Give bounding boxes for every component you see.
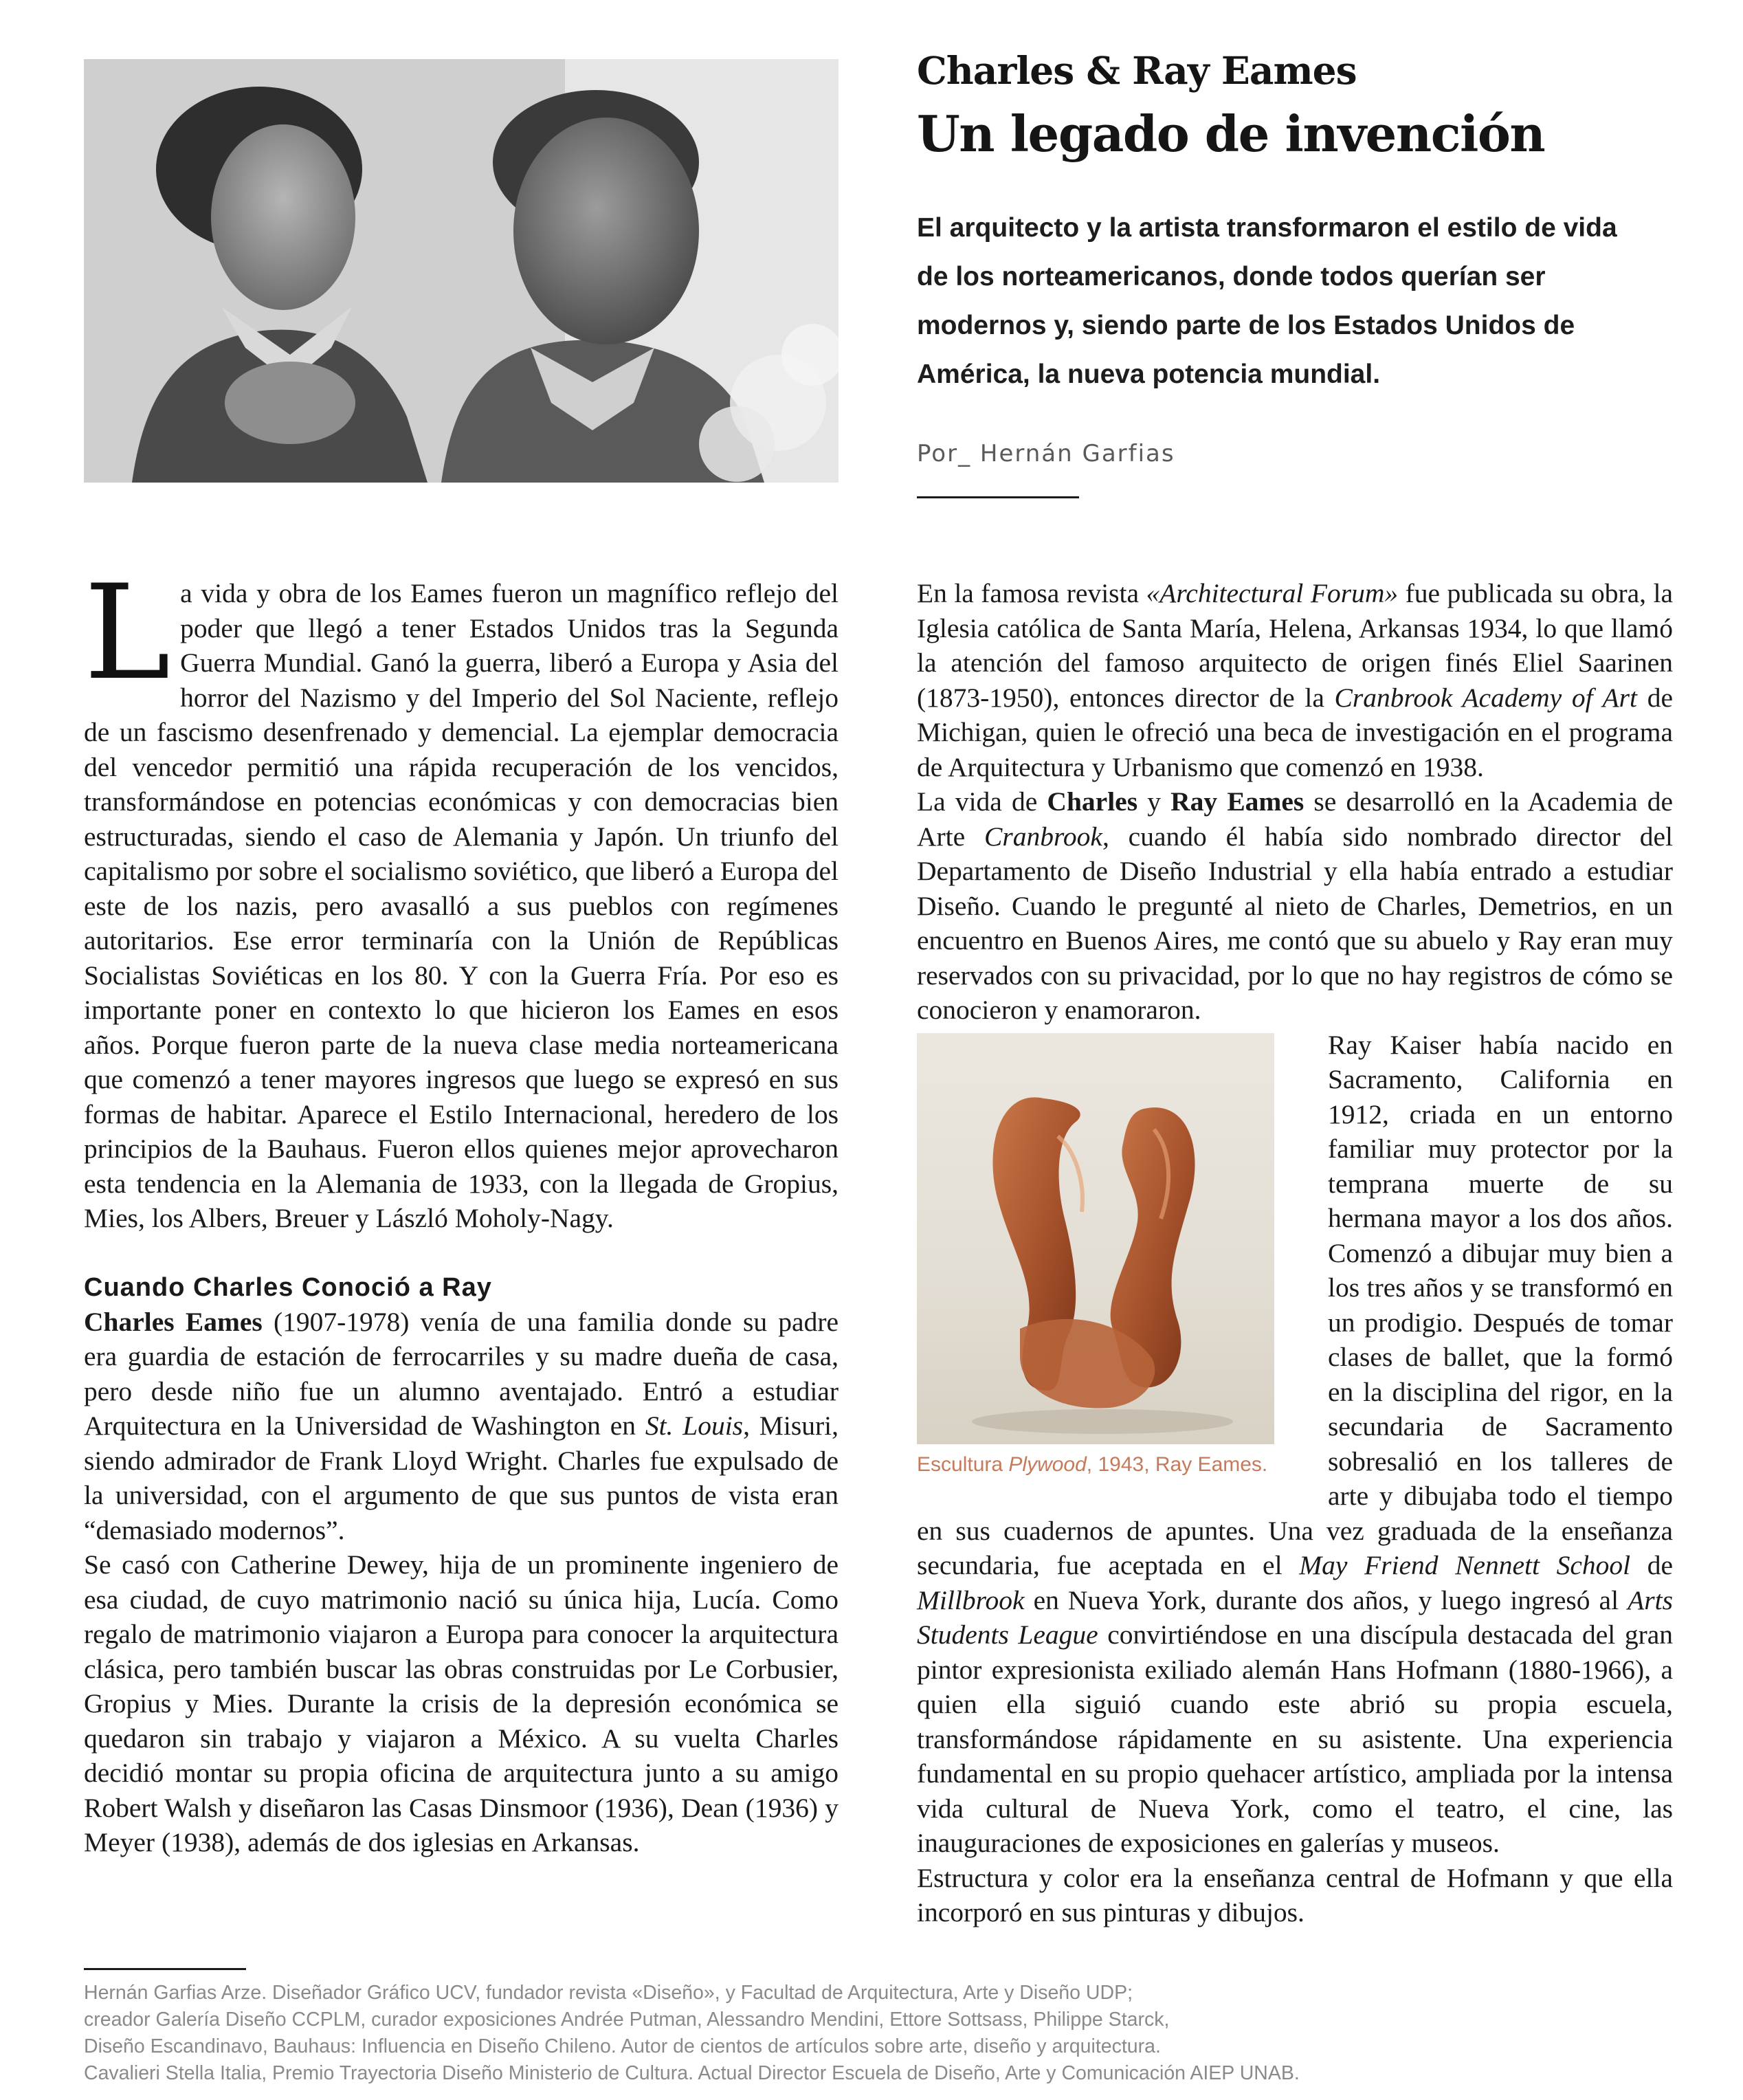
- ray-eames-bold: Ray Eames: [1170, 786, 1305, 817]
- hofmann-paragraph: Estructura y color era la enseñanza central de Hofmann y que ella incorporó en sus pinturas y dibujos.: [917, 1862, 1673, 1927]
- left-column: [84, 557, 839, 1860]
- article-kicker: Charles & Ray Eames: [917, 48, 1357, 93]
- plywood-sculpture-image: [917, 1033, 1274, 1444]
- charles-bold: Charles: [1047, 786, 1138, 817]
- footer-divider: [84, 1968, 246, 1970]
- academy-text-c: se desarrolló en la Academia de Arte: [917, 786, 1674, 852]
- marriage-paragraph: Se casó con Catherine Dewey, hija de un prominente ingeniero de esa ciudad, de cuyo matrimonio nació su única hija, Lucía. Como regalo de matrimonio viajaron a Europa para conocer la arquitectura clásica, pero también buscar las obras construidas por Le Corbusier, Gropius y Mies. Durante la crisis de la depresión económica se quedaron sin trabajo y viajaron a México. A su vuelta Charles decidió montar su propia oficina de arquitectura junto a su amigo Robert Walsh y diseñaron las Casas Dinsmoor (1936), Dean (1936) y Meyer (1938), además de dos iglesias en Arkansas.: [84, 1549, 839, 1857]
- article-headline: Un legado de invención: [917, 104, 1545, 163]
- charles-paragraph: [84, 1305, 839, 1548]
- forum-text-a: En la famosa revista: [917, 578, 1146, 608]
- intro-text: a vida y obra de los Eames fueron un magnífico reflejo del poder que llegó a tener Estados Unidos tras la Segunda Guerra Mundial. Ganó la guerra, liberó a Europa y Asia del horror del Nazismo y del Imperio del Sol Naciente, reflejo de un fascismo desenfrenado y demencial. La ejemplar democracia del vencedor permitió una rápida recuperación de los vencidos, transformándose en potencias económicas y con democracias bien estructuradas, siendo el caso de Alemania y Japón. Un triunfo del capitalismo por sobre el socialismo soviético, que liberó a Europa del este de los nazis, pero avasalló a sus pueblos con regímenes autoritarios. Ese error terminaría con la Unión de Repúblicas Socialistas Soviéticas en los 80. Y con la Guerra Fría. Por eso es importante poner en contexto lo que hicieron los Eames en esos años. Porque fueron parte de la nueva clase media norteamericana que comenzó a tener mayores ingresos que luego se expresó en sus formas de habitar. Aparece el Estilo Internacional, heredero de los principios de la Bauhaus. Fueron ellos quienes mejor aprovecharon esta tendencia en la Alemania de 1933, con la llegada de Gropius, Mies, los Albers, Breuer y László Moholy-Nagy.: [84, 578, 839, 1233]
- caption-text-a: Escultura: [917, 1452, 1009, 1476]
- forum-paragraph: [917, 576, 1673, 784]
- forum-title-italic: «Architectural Forum»: [1146, 578, 1399, 608]
- drop-cap: L: [84, 557, 171, 709]
- article-lede: El arquitecto y la artista transformaron el estilo de vida de los norteamericanos, donde todos querían ser modernos y, siendo parte de los Estados Unidos de América, la nueva potencia mundial.: [917, 213, 1617, 389]
- ray-text-c: en Nueva York, durante dos años, y luego ingresó al: [1024, 1584, 1628, 1615]
- cranbrook-academy-italic: Cranbrook Academy of Art: [1334, 682, 1638, 713]
- byline: Por_ Hernán Garfias: [917, 440, 1175, 467]
- author-bio-line: Cavalieri Stella Italia, Premio Trayectoria Diseño Ministerio de Cultura. Actual Director Escuela de Diseño, Arte y Comunicación AIEP UNAB.: [84, 2062, 1300, 2084]
- plywood-sculpture-illustration: [917, 1033, 1274, 1444]
- ray-text-a: Ray Kaiser había nacido en Sacramento, California en 1912, criada en un entorno familiar muy protector por la temprana muerte de su hermana mayor a los dos años. Comenzó a dibujar muy bien a los tres años y se transformó en un prodigio. Después de tomar clases de ballet, que la formó en la disciplina del rigor, en la secundaria de Sacramento sobresalió en los talleres de arte y dibujaba todo el tiempo en sus cuadernos de apuntes. Una vez graduada de la enseñanza secundaria, fue aceptada en el: [917, 1029, 1673, 1580]
- school-italic: May Friend Nennett School: [1299, 1550, 1631, 1580]
- caption-text-b: , 1943, Ray Eames.: [1086, 1452, 1268, 1476]
- portrait-illustration: [84, 59, 839, 483]
- charles-text-a: (1907-1978) venía de una familia donde su padre era guardia de estación de ferrocarriles y su madre dueña de casa, pero desde niño fue un alumno aventajado. Entró a estudiar Arquitectura en la Universidad de Washington en: [84, 1306, 839, 1441]
- st-louis-italic: St. Louis: [645, 1411, 744, 1441]
- author-bio-line: Diseño Escandinavo, Bauhaus: Influencia en Diseño Chileno. Autor de cientos de artículos sobre arte, diseño y arquitectura.: [84, 2035, 1161, 2057]
- forum-text-c: de Michigan, quien le ofreció una beca de investigación en el programa de Arquitectura y Urbanismo que comenzó en 1938.: [917, 682, 1673, 782]
- author-bio-line: creador Galería Diseño CCPLM, curador exposiciones Andrée Putman, Alessandro Mendini, Ettore Sottsass, Philippe Starck,: [84, 2009, 1170, 2031]
- league-italic: Arts Students League: [917, 1584, 1673, 1650]
- academy-text-a: La vida de: [917, 786, 1047, 817]
- charles-text-b: , Misuri, siendo admirador de Frank Lloyd Wright. Charles fue expulsado de la universidad, con el argumento de que sus puntos de vista eran “demasiado modernos”.: [84, 1411, 839, 1545]
- intro-paragraph: [84, 557, 839, 1236]
- ray-text-d: convirtiéndose en una discípula destacada del gran pintor expresionista exiliado alemán Hans Hofmann (1880-1966), a quien ella siguió cuando este abrió su propia escuela, transformándose rápidamente en su asistente. Una experiencia fundamental en su propio quehacer artístico, ampliada por la intensa vida cultural de Nueva York, como el teatro, el cine, las inauguraciones de exposiciones en galerías y museos.: [917, 1620, 1674, 1858]
- sculpture-figure: [917, 1033, 1310, 1479]
- caption-italic: Plywood: [1008, 1452, 1087, 1476]
- cranbrook-italic: Cranbrook: [984, 821, 1102, 852]
- academy-paragraph: [917, 784, 1673, 1028]
- byline-divider: [917, 496, 1079, 498]
- section-subheading: Cuando Charles Conoció a Ray: [84, 1272, 492, 1302]
- right-column: [917, 576, 1673, 1930]
- millbrook-italic: Millbrook: [917, 1584, 1025, 1615]
- ray-text-b: de: [1630, 1550, 1673, 1580]
- academy-text-d: , cuando él había sido nombrado director del Departamento de Diseño Industrial y ella había entrado a estudiar Diseño. Cuando le pregunté al nieto de Charles, Demetrios, en un encuentro en Buenos Aires, me contó que su abuelo y Ray eran muy reservados con su privacidad, por lo que no hay registros de cómo se conocieron y enamoraron.: [917, 821, 1673, 1025]
- portrait-photo: [84, 59, 839, 483]
- author-bio-line: Hernán Garfias Arze. Diseñador Gráfico UCV, fundador revista «Diseño», y Facultad de Arquitectura, Arte y Diseño UDP;: [84, 1982, 1133, 2004]
- academy-and: y: [1137, 786, 1171, 817]
- forum-text-b: fue publicada su obra, la Iglesia católica de Santa María, Helena, Arkansas 1934, lo que llamó la atención del famoso arquitecto de origen finés Eliel Saarinen (1873-1950), entonces director de la: [917, 578, 1673, 713]
- charles-name: Charles Eames: [84, 1306, 263, 1337]
- figure-caption: [917, 1451, 1310, 1479]
- author-bio: [84, 1980, 1665, 2087]
